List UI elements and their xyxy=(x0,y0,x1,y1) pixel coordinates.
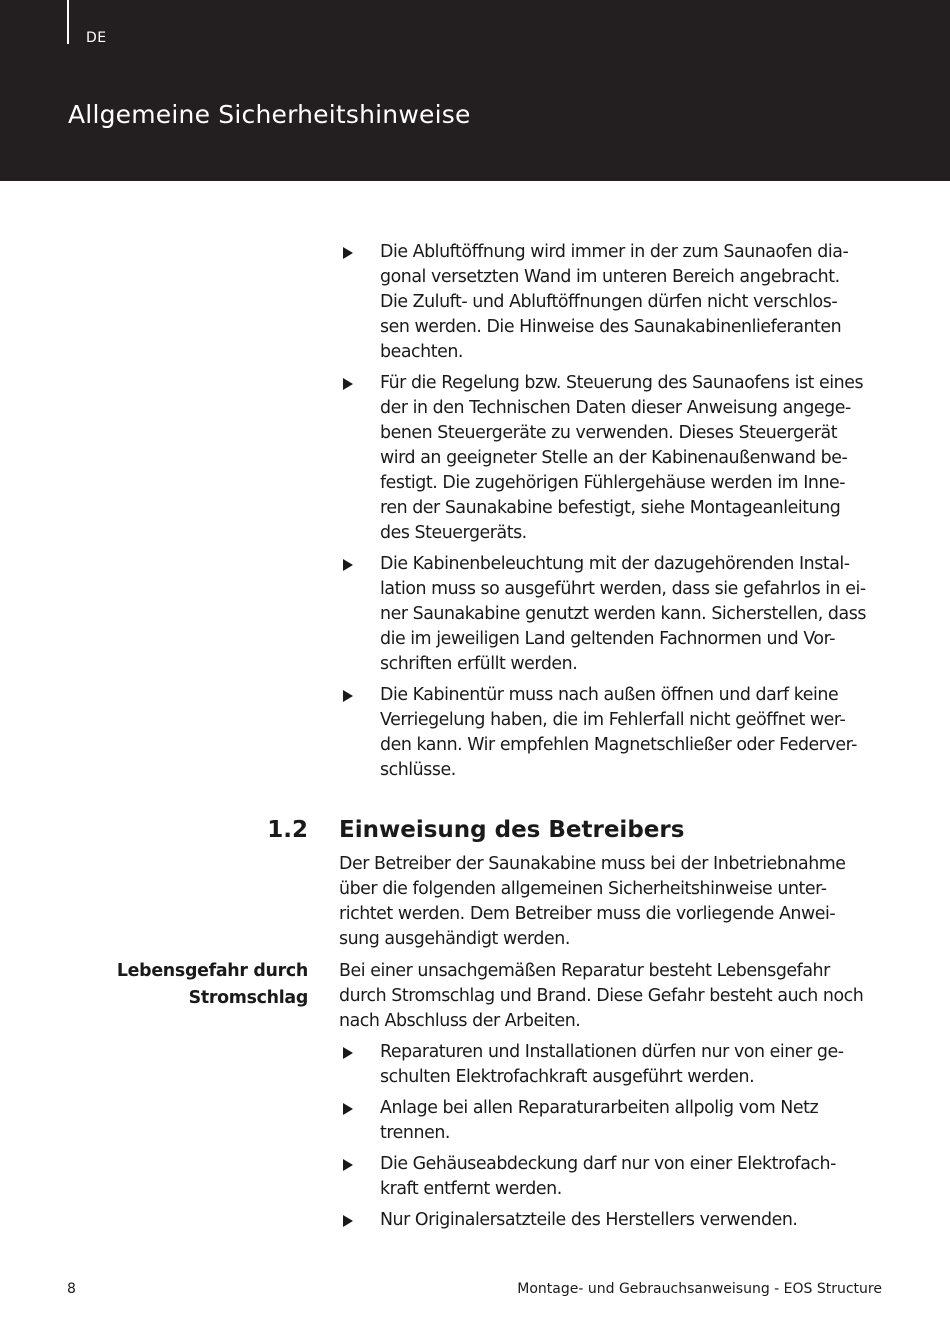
bullet-text-line: Die Abluftöffnung wird immer in der zum Saunaofen dia- xyxy=(380,242,849,262)
bullet-text-line: Verriegelung haben, die im Fehlerfall nicht geöffnet wer- xyxy=(380,710,846,730)
bullet-arrow-icon xyxy=(343,559,353,571)
bullet-text-line: Für die Regelung bzw. Steuerung des Saunaofens ist eines xyxy=(380,373,864,393)
bullet-text-line: gonal versetzten Wand im unteren Bereich angebracht. xyxy=(380,267,840,287)
intro-line: Der Betreiber der Saunakabine muss bei der Inbetriebnahme xyxy=(339,854,846,874)
bullet-text-line: sen werden. Die Hinweise des Saunakabinenlieferanten xyxy=(380,317,842,337)
warning-line: nach Abschluss der Arbeiten. xyxy=(339,1011,581,1031)
bullet-item xyxy=(339,371,887,546)
bullet-item xyxy=(339,683,887,783)
bullet-text-line: Die Zuluft- und Abluftöffnungen dürfen nicht verschlos- xyxy=(380,292,838,312)
bullet-item xyxy=(339,1096,887,1146)
top-bullet-list xyxy=(339,240,887,783)
bullet-text-line: ren der Saunakabine befestigt, siehe Montageanleitung xyxy=(380,498,841,518)
bullet-arrow-icon xyxy=(343,690,353,702)
warning-paragraph xyxy=(339,959,887,1034)
bullet-arrow-icon xyxy=(343,378,353,390)
page-title: Allgemeine Sicherheitshinweise xyxy=(68,100,471,129)
bullet-item xyxy=(339,240,887,365)
bullet-text-line: Reparaturen und Installationen dürfen nur von einer ge- xyxy=(380,1042,844,1062)
bullet-text-line: Anlage bei allen Reparaturarbeiten allpolig vom Netz xyxy=(380,1098,819,1118)
bullet-item xyxy=(339,1152,887,1202)
header-band xyxy=(0,0,950,181)
bullet-arrow-icon xyxy=(343,1215,353,1227)
bullet-item xyxy=(339,552,887,677)
bullet-arrow-icon xyxy=(343,1047,353,1059)
side-label-line: Lebensgefahr durch xyxy=(116,961,308,981)
bullet-text-line: Die Gehäuseabdeckung darf nur von einer Elektrofach- xyxy=(380,1154,836,1174)
intro-line: über die folgenden allgemeinen Sicherheitshinweise unter- xyxy=(339,879,827,899)
bullet-text-line: benen Steuergeräte zu verwenden. Dieses Steuergerät xyxy=(380,423,838,443)
language-divider xyxy=(67,0,69,44)
section-number: 1.2 xyxy=(267,817,308,843)
warning-block xyxy=(339,959,887,1239)
bullet-arrow-icon xyxy=(343,1159,353,1171)
bullet-item xyxy=(339,1040,887,1090)
intro-line: sung ausgehändigt werden. xyxy=(339,929,570,949)
bullet-text-line: schulten Elektrofachkraft ausgeführt werden. xyxy=(380,1067,755,1087)
bullet-text-line: die im jeweiligen Land geltenden Fachnormen und Vor- xyxy=(380,629,836,649)
section-intro xyxy=(339,852,887,952)
section-title: Einweisung des Betreibers xyxy=(339,817,685,843)
bullet-text-line: trennen. xyxy=(380,1123,450,1143)
bullet-text-line: schriften erfüllt werden. xyxy=(380,654,578,674)
bullet-text-line: der in den Technischen Daten dieser Anweisung angege- xyxy=(380,398,851,418)
bullet-text-line: Nur Originalersatzteile des Herstellers verwenden. xyxy=(380,1210,798,1230)
bullet-text-line: Die Kabinentür muss nach außen öffnen und darf keine xyxy=(380,685,839,705)
side-label-line: Stromschlag xyxy=(188,988,308,1008)
warning-line: Bei einer unsachgemäßen Reparatur besteht Lebensgefahr xyxy=(339,961,830,981)
intro-paragraph xyxy=(339,852,887,952)
bullet-arrow-icon xyxy=(343,1103,353,1115)
bullet-text-line: des Steuergeräts. xyxy=(380,523,527,543)
intro-line: richtet werden. Dem Betreiber muss die vorliegende Anwei- xyxy=(339,904,836,924)
side-label xyxy=(110,958,308,1012)
bullet-text-line: beachten. xyxy=(380,342,463,362)
warning-line: durch Stromschlag und Brand. Diese Gefahr besteht auch noch xyxy=(339,986,864,1006)
section-bullet-list xyxy=(339,1040,887,1233)
bullet-item xyxy=(339,1208,887,1233)
bullet-text-line: den kann. Wir empfehlen Magnetschließer oder Federver- xyxy=(380,735,858,755)
bullet-text-line: ner Saunakabine genutzt werden kann. Sicherstellen, dass xyxy=(380,604,866,624)
bullet-text-line: festigt. Die zugehörigen Fühlergehäuse werden im Inne- xyxy=(380,473,846,493)
bullet-arrow-icon xyxy=(343,247,353,259)
bullet-text-line: wird an geeigneter Stelle an der Kabinenaußenwand be- xyxy=(380,448,848,468)
footer-document-title: Montage- und Gebrauchsanweisung - EOS Structure xyxy=(517,1281,882,1297)
bullet-text-line: kraft entfernt werden. xyxy=(380,1179,562,1199)
bullet-text-line: Die Kabinenbeleuchtung mit der dazugehörenden Instal- xyxy=(380,554,850,574)
language-label: DE xyxy=(86,30,107,46)
bullet-text-line: schlüsse. xyxy=(380,760,456,780)
page-number: 8 xyxy=(67,1281,76,1297)
top-bullet-list-container xyxy=(339,240,887,789)
bullet-text-line: lation muss so ausgeführt werden, dass sie gefahrlos in ei- xyxy=(380,579,866,599)
